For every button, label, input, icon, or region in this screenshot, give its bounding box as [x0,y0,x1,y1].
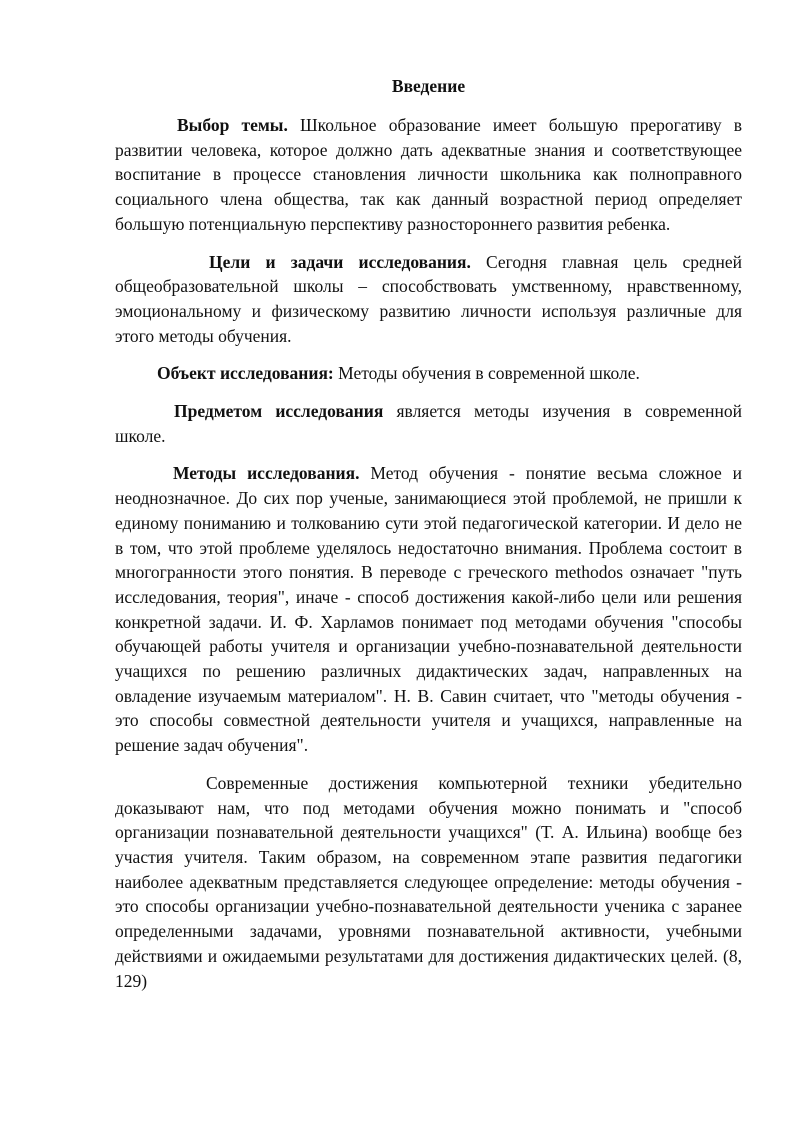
document-page [115,74,742,1006]
paragraph-topic-choice [115,113,742,237]
paragraph-lead: Предметом исследования [174,401,384,422]
paragraph-lead: Объект исследования: [157,363,334,384]
paragraph-lead: Выбор темы. [177,115,288,135]
paragraph-lead: Цели и задачи исследования. [209,251,471,272]
paragraph-text: Школьное образование имеет большую прерогативу в развитии человека, которое должно дать адекватные знания и соответствующее воспитание в процессе становления личности школьника как полноправного социального члена общества, так как данный возрастной период определяет большую потенциальную перспективу разностороннего развития ребенка. [115,115,743,234]
paragraph-text: Методы обучения в современной школе. [333,363,640,384]
paragraph-object [115,361,742,386]
paragraph-lead: Методы исследования. [173,463,360,484]
paragraph-subject [115,399,742,448]
paragraph-text: Метод обучения - понятие весьма сложное и неоднозначное. До сих пор ученые, занимающиеся этой проблемой, не пришли к единому пониманию и толкованию сути этой педагогической категории. И дело не в том, что этой проблеме уделялось недостаточно внимания. Проблема состоит в многогранности этого понятия. В переводе с греческого methodos означает "путь исследования, теория", иначе - способ достижения какой-либо цели или решения конкретной задачи. И. Ф. Харламов понимает под методами обучения "способы обучающей работы учителя и организации учебно-познавательной деятельности учащихся по решению различных дидактических задач, направленных на овладение изучаемым материалом". Н. В. Савин считает, что "методы обучения - это способы совместной деятельности учителя и учащихся, направленные на решение задач обучения". [115,463,742,756]
document-title: Введение [391,76,466,96]
paragraph-modern-achievements [115,771,742,993]
paragraph-text: является методы изучения в современной школе. [115,401,742,446]
paragraph-goals [115,250,742,349]
paragraph-text: Сегодня главная цель средней общеобразовательной школы – способствовать умственному, нравственному, эмоциональному и физическому развитию личности используя различные для этого методы обучения. [115,251,742,346]
paragraph-methods [115,461,742,757]
paragraph-text: Современные достижения компьютерной техники убедительно доказывают нам, что под методами обучения можно понимать и "способ организации познавательной деятельности учащихся" (Т. А. Ильина) вообще без участия учителя. Таким образом, на современном этапе развития педагогики наиболее адекватным представляется следующее определение: методы обучения - это способы организации учебно-познавательной деятельности ученика с заранее определенными задачами, уровнями познавательной активности, учебными действиями и ожидаемыми результатами для достижения дидактических целей. (8, 129) [115,772,742,991]
